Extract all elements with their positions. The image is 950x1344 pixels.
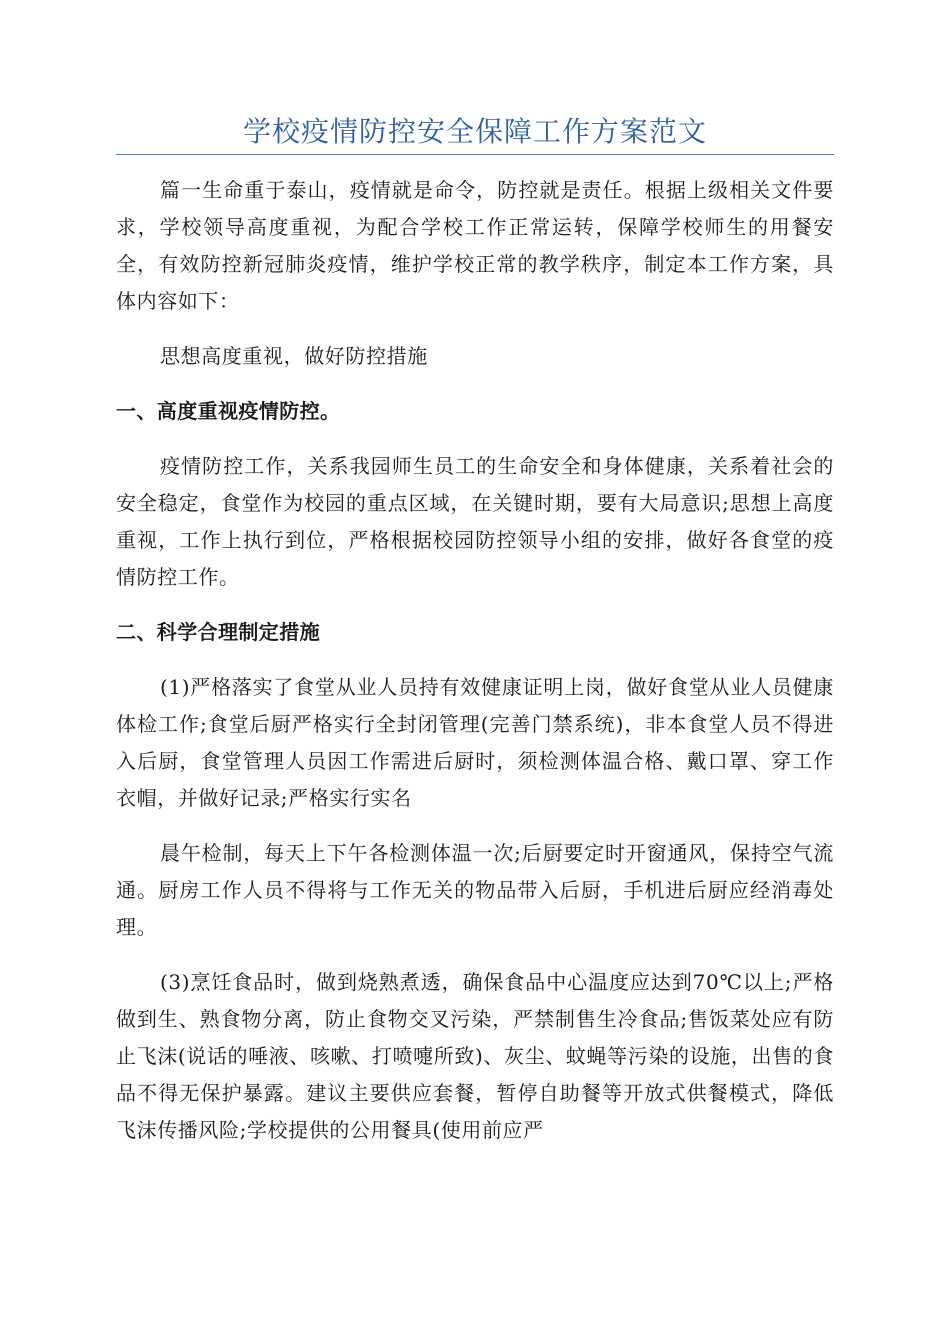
section-heading-1: 一、高度重视疫情防控。	[116, 399, 341, 423]
title-underline	[116, 154, 834, 155]
paragraph-measure-3: (3)烹饪食品时，做到烧熟煮透，确保食品中心温度应达到70℃以上;严格做到生、熟食物分离，防止食物交叉污染，严禁制售生冷食品;售饭菜处应有防止飞沫(说话的唾液、咳嗽、打喷嚏所致)、灰尘、蚊蝇等污染的设施，出售的食品不得无保护暴露。建议主要供应套餐，暂停自助餐等开放式供餐模式，降低飞沫传播风险;学校提供的公用餐具(使用前应严	[116, 970, 834, 1142]
paragraph-subtitle: 思想高度重视，做好防控措施	[160, 344, 428, 368]
paragraph-intro: 篇一生命重于泰山，疫情就是命令，防控就是责任。根据上级相关文件要求，学校领导高度重视，为配合学校工作正常运转，保障学校师生的用餐安全，有效防控新冠肺炎疫情，维护学校正常的教学秩序，制定本工作方案，具体内容如下：	[116, 178, 834, 313]
document-body	[116, 172, 834, 1167]
document-title: 学校疫情防控安全保障工作方案范文	[242, 115, 707, 148]
section-heading-2: 二、科学合理制定措施	[116, 620, 320, 644]
paragraph-section-1: 疫情防控工作，关系我园师生员工的生命安全和身体健康，关系着社会的安全稳定，食堂作为校园的重点区域，在关键时期，要有大局意识;思想上高度重视，工作上执行到位，严格根据校园防控领导小组的安排，做好各食堂的疫情防控工作。	[116, 454, 834, 589]
paragraph-measure-2: 晨午检制，每天上下午各检测体温一次;后厨要定时开窗通风，保持空气流通。厨房工作人员不得将与工作无关的物品带入后厨，手机进后厨应经消毒处理。	[116, 841, 834, 939]
paragraph-measure-1: (1)严格落实了食堂从业人员持有效健康证明上岗，做好食堂从业人员健康体检工作;食堂后厨严格实行全封闭管理(完善门禁系统)，非本食堂人员不得进入后厨，食堂管理人员因工作需进后厨时，须检测体温合格、戴口罩、穿工作衣帽，并做好记录;严格实行实名	[116, 675, 834, 810]
